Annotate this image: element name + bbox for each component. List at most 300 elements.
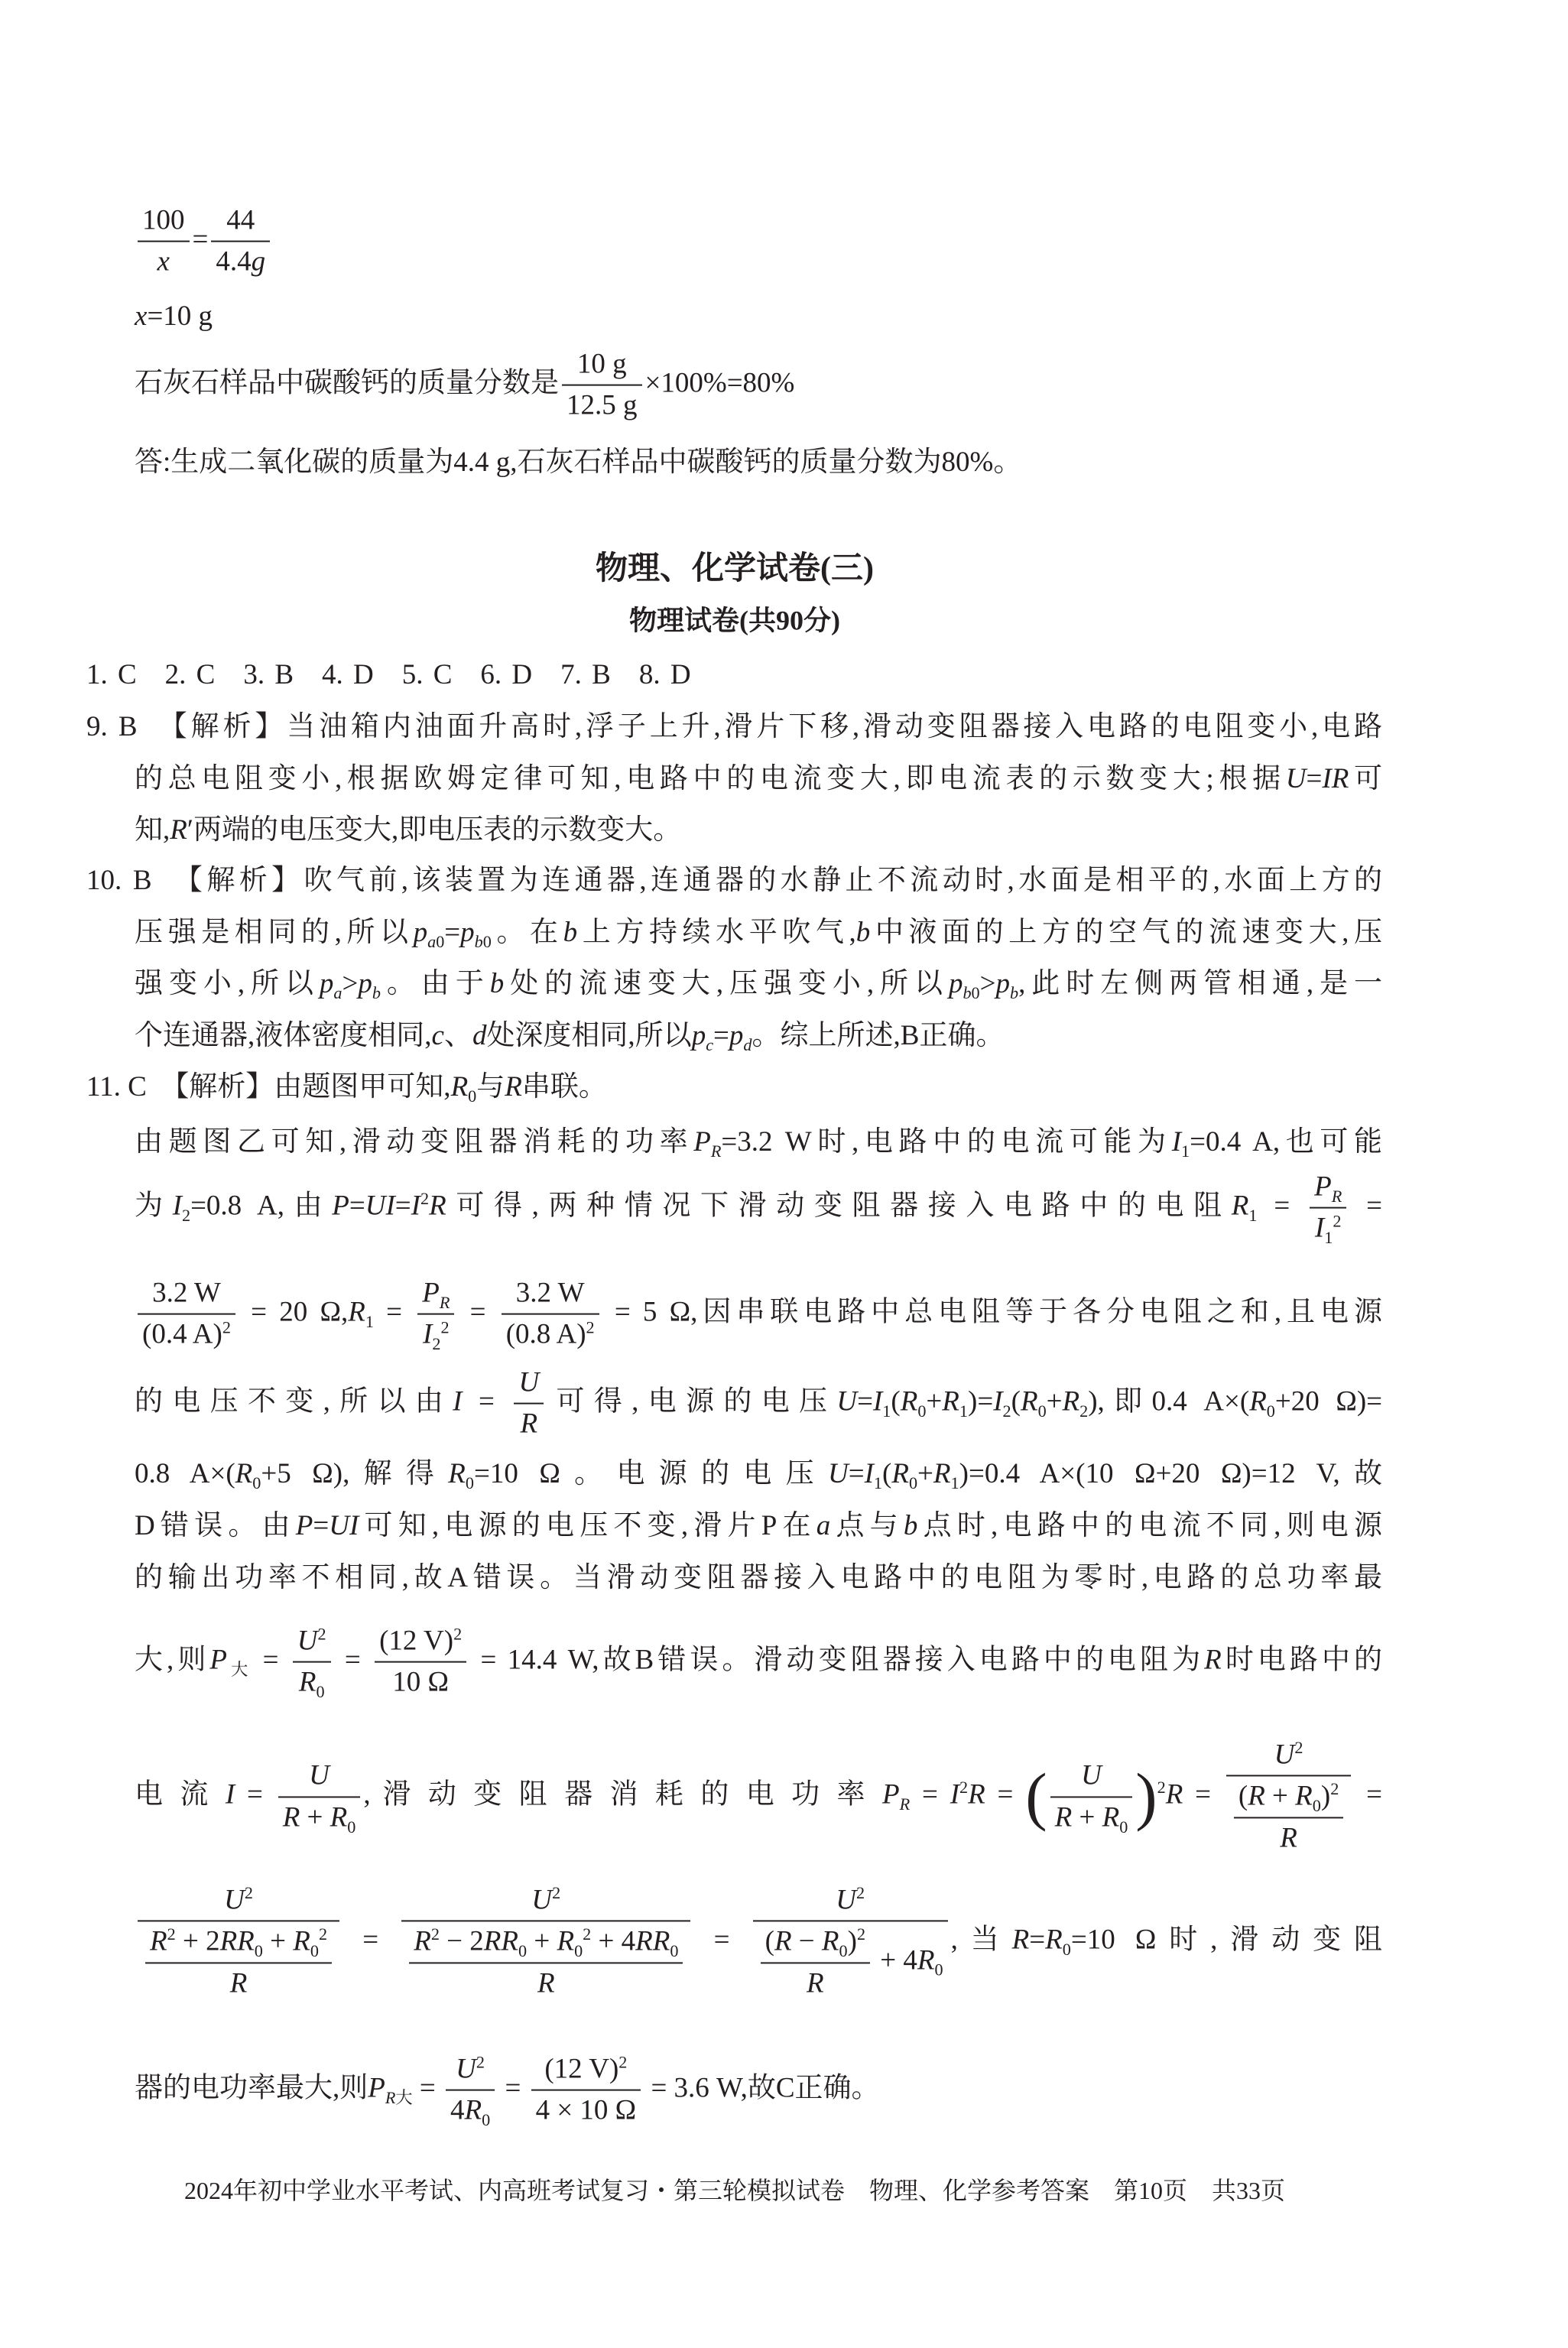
text-run: 0	[347, 1817, 356, 1837]
solution-x	[135, 300, 1382, 333]
math-variable: P	[295, 1509, 313, 1541]
text-run: 物理试卷(共90分)	[629, 605, 840, 636]
math-variable: R	[1045, 1924, 1063, 1956]
text-run: ,当	[950, 1924, 1012, 1956]
text-run: = 3.6 W,故C正确。	[644, 2072, 880, 2104]
text-run: =	[192, 223, 209, 255]
math-variable: R	[235, 1457, 253, 1489]
denominator	[514, 1403, 544, 1441]
subscript	[365, 1312, 374, 1331]
subscript	[935, 1960, 943, 1979]
denominator	[138, 241, 190, 279]
text-run: 0	[436, 932, 445, 952]
text-run: 由题图乙可知,滑动变阻器消耗的功率	[135, 1125, 694, 1158]
superscript	[618, 2052, 627, 2071]
numerator	[148, 1277, 226, 1314]
text-run: 器的电功率最大,则	[135, 2072, 368, 2104]
text-run: 0	[482, 932, 492, 952]
subscript	[227, 1660, 252, 1679]
text-run: =	[985, 1778, 1026, 1811]
math-variable: U	[309, 1759, 330, 1791]
fraction	[375, 1625, 466, 1700]
fraction	[138, 1883, 339, 2000]
text-run: 0	[1312, 1796, 1321, 1816]
math-variable: b	[855, 916, 871, 948]
superscript	[1294, 1738, 1303, 1757]
text-run: 4 × 10 Ω	[535, 2095, 637, 2126]
denominator	[409, 1962, 683, 2000]
math-variable: a	[333, 983, 342, 1003]
subscript	[1324, 1228, 1333, 1247]
q11-line-5	[135, 1366, 1382, 1442]
text-run: 2	[1294, 1738, 1303, 1758]
text-run: 2024年初中学业水平考试、内高班考试复习・第三轮模拟试卷 物理、化学参考答案 第10页 共33页	[183, 2176, 1285, 2204]
text-run: 0	[254, 1941, 263, 1961]
text-run: 可得,电源的电压	[547, 1385, 837, 1418]
fraction	[293, 1625, 331, 1700]
text-run: 1	[1181, 1142, 1190, 1161]
math-variable: R	[900, 1385, 918, 1418]
text-run: 2	[959, 1778, 969, 1798]
superscript	[222, 1318, 231, 1337]
math-variable: R	[1204, 1644, 1222, 1676]
subscript	[1313, 1796, 1321, 1815]
mass-fraction-calc	[135, 348, 1382, 424]
q11-line-9	[135, 1625, 1382, 1700]
text-run: =	[235, 1778, 275, 1811]
subscript	[1181, 1142, 1190, 1161]
numerator	[451, 2053, 489, 2090]
text-run: 大	[227, 1659, 252, 1679]
math-variable: P	[209, 1644, 228, 1676]
math-variable: I	[423, 1319, 433, 1350]
fraction	[761, 1925, 870, 2001]
text-run: 。由于	[380, 967, 490, 999]
text-run: 。综上所述,B正确。	[752, 1019, 1005, 1051]
superscript	[431, 1924, 440, 1944]
math-variable: R	[891, 1457, 909, 1489]
math-variable: R	[505, 1070, 522, 1103]
text-run: =	[412, 2072, 443, 2104]
superscript	[476, 2052, 485, 2071]
fraction	[562, 348, 642, 424]
math-variable: R	[557, 1925, 575, 1957]
q10-line-2	[135, 916, 1382, 950]
denominator	[211, 241, 270, 279]
text-run: 1	[1324, 1228, 1333, 1248]
text-run: 可	[1349, 762, 1382, 794]
numerator	[761, 1925, 870, 1962]
subscript	[743, 1035, 752, 1054]
text-run: = 14.4 W,故B错误。滑动变阻器接入电路中的电阻为	[469, 1644, 1205, 1676]
subscript	[252, 1473, 261, 1492]
text-run: 大	[395, 2087, 413, 2107]
math-variable: U	[836, 1385, 858, 1418]
subscript	[310, 1941, 319, 1960]
text-run: 4	[450, 2095, 465, 2126]
text-run: 时电路中的	[1221, 1644, 1383, 1676]
text-run: 2	[1002, 1401, 1011, 1421]
text-run: 处深度相同,所以	[486, 1019, 692, 1051]
math-variable: RR	[483, 1925, 518, 1957]
math-variable: b	[474, 932, 483, 952]
text-run: 0.8 A×(	[135, 1457, 235, 1489]
text-run: 44	[226, 204, 255, 236]
math-variable: x	[157, 246, 170, 278]
text-run: 的电压不变,所以由	[135, 1385, 453, 1418]
numerator	[375, 1625, 466, 1661]
fraction	[138, 204, 190, 280]
text-run: +	[300, 1801, 330, 1833]
q11-line-1	[86, 1070, 1382, 1104]
math-variable: R	[429, 1190, 446, 1222]
text-run: 2	[244, 1883, 253, 1903]
text-run: 2	[583, 1924, 592, 1944]
text-run: =10 g	[147, 300, 213, 332]
text-run: 1. C 2. C 3. B 4. D 5. C 6. D 7. B 8. D	[86, 658, 691, 690]
subscript	[427, 932, 444, 951]
subscript	[466, 1473, 474, 1492]
text-run: 10 g	[576, 348, 627, 380]
math-variable: R	[298, 1667, 317, 1698]
q11-line-11	[135, 1883, 1382, 2000]
fraction	[401, 1883, 690, 2000]
section-subtitle	[0, 604, 1469, 637]
fraction-equation	[135, 204, 1382, 280]
numerator	[219, 1883, 258, 1920]
fraction	[1226, 1738, 1351, 1855]
big-parenthesis: (	[1025, 1760, 1047, 1833]
text-run: ′两端的电压变大,即电压表的示数变大。	[187, 814, 682, 846]
superscript	[856, 1883, 865, 1902]
text-run: 2	[855, 1883, 865, 1903]
text-run: 2	[618, 2052, 628, 2072]
denominator	[1226, 1775, 1351, 1856]
subscript	[574, 1941, 583, 1960]
text-run: 2	[181, 1205, 191, 1225]
text-run: =	[1354, 1778, 1382, 1811]
fraction	[1310, 1171, 1346, 1246]
math-variable: R	[917, 1944, 935, 1976]
section-title	[0, 550, 1469, 588]
subscript	[917, 1401, 926, 1421]
text-run: ×100%=80%	[644, 367, 795, 399]
denominator	[761, 1962, 870, 2000]
text-run: 3.2 W	[152, 1277, 221, 1309]
subscript	[1038, 1401, 1047, 1421]
math-variable: R	[1020, 1385, 1038, 1418]
text-run: +	[926, 1385, 943, 1418]
subscript	[182, 1206, 190, 1225]
text-run: 0	[670, 1941, 679, 1961]
text-run: 2	[317, 1624, 326, 1644]
text-run: 2	[420, 1189, 430, 1209]
text-run: 0	[482, 2110, 491, 2130]
math-variable: U	[827, 1457, 849, 1489]
text-run: , 滑 动 变 阻 器 消 耗 的 电 功 率	[363, 1778, 882, 1811]
text-run: 2	[453, 1624, 463, 1644]
subscript	[670, 1941, 678, 1960]
text-run: 0	[917, 1401, 927, 1421]
subscript	[1332, 1187, 1342, 1206]
math-variable: b	[372, 983, 381, 1003]
text-run: 2	[552, 1883, 561, 1903]
math-variable: P	[368, 2072, 385, 2104]
text-run: 0	[1266, 1401, 1275, 1421]
text-run: =	[462, 1385, 511, 1418]
math-variable: R	[1231, 1190, 1249, 1222]
subscript	[711, 1142, 722, 1161]
text-run: 大,则	[135, 1644, 210, 1676]
subscript	[951, 1473, 959, 1492]
math-variable: R	[774, 1925, 792, 1957]
text-run: 2	[1330, 1779, 1339, 1799]
text-run: 0	[252, 1473, 261, 1493]
subscript	[1003, 1401, 1011, 1421]
denominator	[138, 1314, 235, 1352]
math-variable: R	[520, 1408, 538, 1440]
text-run: =	[498, 2072, 528, 2104]
text-run: 上方持续水平吹气,	[577, 916, 856, 948]
text-run: 0	[310, 1941, 319, 1961]
denominator	[1310, 1207, 1346, 1248]
subscript	[316, 1682, 324, 1701]
q11-line-8	[135, 1561, 1382, 1595]
math-variable: I	[864, 1457, 874, 1489]
math-variable: R	[942, 1385, 959, 1418]
math-variable: R	[293, 1925, 310, 1957]
fraction	[145, 1925, 332, 2001]
text-run: 物理、化学试卷(三)	[596, 550, 874, 586]
math-variable: R	[1249, 1385, 1267, 1418]
math-variable: R	[450, 1070, 469, 1103]
subscript	[900, 1794, 911, 1814]
subscript	[1267, 1401, 1275, 1421]
superscript	[318, 1624, 326, 1643]
text-run: )	[847, 1925, 857, 1957]
text-run: =	[457, 1296, 498, 1328]
math-variable: p	[691, 1019, 706, 1051]
q11-line-10	[135, 1738, 1382, 1855]
math-variable: UI	[329, 1509, 359, 1541]
math-variable: R	[1331, 1187, 1342, 1206]
math-variable: I	[453, 1385, 463, 1418]
text-run: 答:生成二氧化碳的质量为4.4 g,石灰石样品中碳酸钙的质量分数为80%。	[135, 446, 1022, 478]
superscript	[245, 1883, 253, 1902]
text-run: 处的流速变大,压强变小,所以	[504, 967, 949, 999]
q10-line-3	[135, 967, 1382, 1001]
text-run: 1	[959, 1401, 968, 1421]
math-variable: I	[1314, 1213, 1325, 1244]
q9-line-3	[135, 814, 1382, 847]
numerator	[831, 1883, 869, 1920]
q11-line-2	[135, 1125, 1382, 1159]
q9-line-1	[86, 710, 1382, 744]
text-run: )=0.4 A×(10 Ω+20 Ω)=12 V,故	[959, 1457, 1383, 1489]
math-variable: d	[472, 1019, 487, 1051]
subscript	[347, 1817, 355, 1836]
math-variable: p	[995, 967, 1011, 999]
math-variable: d	[743, 1035, 752, 1055]
fraction	[514, 1366, 544, 1442]
math-variable: R	[1295, 1780, 1313, 1812]
q9-line-2	[135, 762, 1382, 796]
math-variable: R	[330, 1801, 348, 1833]
subscript	[440, 1293, 450, 1312]
superscript	[586, 1318, 595, 1337]
text-run: +20 Ω)=	[1274, 1385, 1383, 1418]
math-variable: g	[251, 246, 266, 278]
superscript	[1333, 1212, 1341, 1231]
math-variable: p	[319, 967, 334, 999]
superscript	[167, 1924, 176, 1944]
text-run: 1	[950, 1473, 959, 1493]
page-footer	[0, 2176, 1469, 2205]
text-run: +	[1072, 1801, 1102, 1833]
fraction	[531, 2053, 641, 2129]
text-run: 。在	[491, 916, 563, 948]
denominator	[145, 1962, 332, 2000]
subscript	[333, 983, 342, 1002]
fraction	[753, 1883, 948, 2000]
math-variable: P	[693, 1125, 711, 1158]
text-run: 0	[839, 1941, 848, 1961]
subscript	[518, 1941, 527, 1960]
superscript	[440, 1318, 449, 1337]
text-run: 1	[365, 1311, 374, 1331]
math-variable: p	[460, 916, 475, 948]
q11-line-12	[135, 2053, 1382, 2129]
math-variable: U	[1274, 1739, 1295, 1771]
text-run: 2	[1157, 1778, 1166, 1798]
math-variable: U	[297, 1625, 318, 1657]
text-run: 与	[476, 1070, 505, 1103]
math-variable: R	[282, 1801, 300, 1833]
text-run: 0	[1062, 1939, 1071, 1959]
subscript	[385, 2088, 413, 2107]
math-variable: R	[537, 1967, 555, 1999]
numerator	[222, 204, 259, 241]
math-variable: R	[1062, 1385, 1080, 1418]
text-run: 强变小,所以	[135, 967, 320, 999]
math-variable: b	[903, 1509, 918, 1541]
math-variable: R	[807, 1967, 824, 1999]
superscript	[583, 1924, 591, 1944]
math-variable: R	[170, 814, 187, 846]
superscript	[857, 1924, 865, 1944]
text-run: =	[1257, 1190, 1307, 1222]
text-run: 电 流	[135, 1778, 226, 1811]
subscript	[255, 1941, 263, 1960]
mc-answers	[86, 658, 1382, 692]
subscript	[1119, 1817, 1128, 1836]
text-run: (	[891, 1385, 901, 1418]
math-variable: I	[411, 1190, 420, 1222]
text-run: =	[349, 1190, 365, 1222]
math-variable: R	[439, 1293, 450, 1312]
math-variable: R	[968, 1778, 985, 1811]
text-run: + 2	[175, 1925, 220, 1957]
math-variable: b	[1010, 983, 1019, 1003]
math-variable: RR	[635, 1925, 670, 1957]
text-run: = 20 Ω,	[238, 1296, 349, 1328]
text-run: =10 Ω时,滑动变阻	[1070, 1924, 1382, 1956]
text-run: 10. B 【解析】吹气前,该装置为连通器,连通器的水静止不流动时,水面是相平的,水面上方的	[86, 864, 1382, 896]
denominator	[446, 2090, 495, 2128]
numerator	[527, 1883, 565, 1920]
text-run: 9. B 【解析】当油箱内油面升高时,浮子上升,滑片下移,滑动变阻器接入电路的电阻变小,电路	[86, 710, 1382, 742]
text-run: + 4	[591, 1925, 636, 1957]
math-variable: b	[563, 916, 578, 948]
subscript	[1079, 1401, 1088, 1421]
text-run: 可得,两种情况下滑动变阻器接入电路中的电阻	[446, 1190, 1232, 1222]
math-variable: U	[224, 1884, 245, 1916]
subscript	[706, 1035, 713, 1054]
math-variable: U	[518, 1366, 540, 1398]
subscript	[372, 983, 381, 1002]
fraction	[502, 1277, 599, 1353]
math-variable: P	[332, 1190, 349, 1222]
numerator	[417, 1277, 454, 1314]
math-variable: R	[464, 2095, 482, 2126]
text-run: 0	[934, 1960, 943, 1980]
math-variable: p	[729, 1019, 744, 1051]
math-variable: I	[950, 1778, 960, 1811]
subscript	[909, 1473, 917, 1492]
text-run: =	[252, 1644, 290, 1676]
math-variable: a	[427, 932, 437, 952]
text-run: 压强是相同的,所以	[135, 916, 414, 948]
text-run: 为	[135, 1190, 173, 1222]
text-run: 100	[142, 204, 185, 236]
denominator	[401, 1921, 690, 2001]
q11-line-7	[135, 1509, 1382, 1543]
text-run: 0	[518, 1941, 528, 1961]
text-run: 2	[167, 1924, 176, 1944]
text-run: (12 V)	[379, 1625, 454, 1657]
text-run: 串联。	[521, 1070, 607, 1103]
math-variable: UI	[365, 1190, 395, 1222]
text-run: 0	[971, 983, 980, 1003]
math-variable: I	[872, 1385, 883, 1418]
text-run: +5 Ω),解得	[261, 1457, 449, 1489]
denominator	[753, 1921, 948, 2001]
text-run: 个连通器,液体密度相同,	[135, 1019, 432, 1051]
text-run: =	[1349, 1190, 1383, 1222]
text-run: 可知,电源的电压不变,滑片P在	[359, 1509, 816, 1541]
text-run: +	[527, 1925, 557, 1957]
math-variable: R	[933, 1457, 951, 1489]
text-run: 10 Ω	[392, 1667, 449, 1698]
subscript	[1063, 1940, 1071, 1959]
text-run: D错误。由	[135, 1509, 296, 1541]
text-run: =	[693, 1924, 750, 1956]
text-run: ,此时左侧两管相通,是一	[1018, 967, 1383, 999]
text-run: 石灰石样品中碳酸钙的质量分数是	[135, 367, 559, 399]
fraction	[1050, 1759, 1133, 1835]
text-run: + 4	[873, 1944, 917, 1976]
text-run: =	[313, 1509, 330, 1541]
math-variable: x	[135, 300, 148, 332]
math-variable: c	[706, 1035, 714, 1055]
text-run: (0.8 A)	[505, 1319, 586, 1350]
text-run: +	[1046, 1385, 1063, 1418]
text-run: 知,	[135, 814, 170, 846]
text-run: )=	[968, 1385, 994, 1418]
text-run: 0	[465, 1473, 474, 1493]
denominator	[293, 1661, 331, 1700]
numerator	[511, 1277, 589, 1314]
